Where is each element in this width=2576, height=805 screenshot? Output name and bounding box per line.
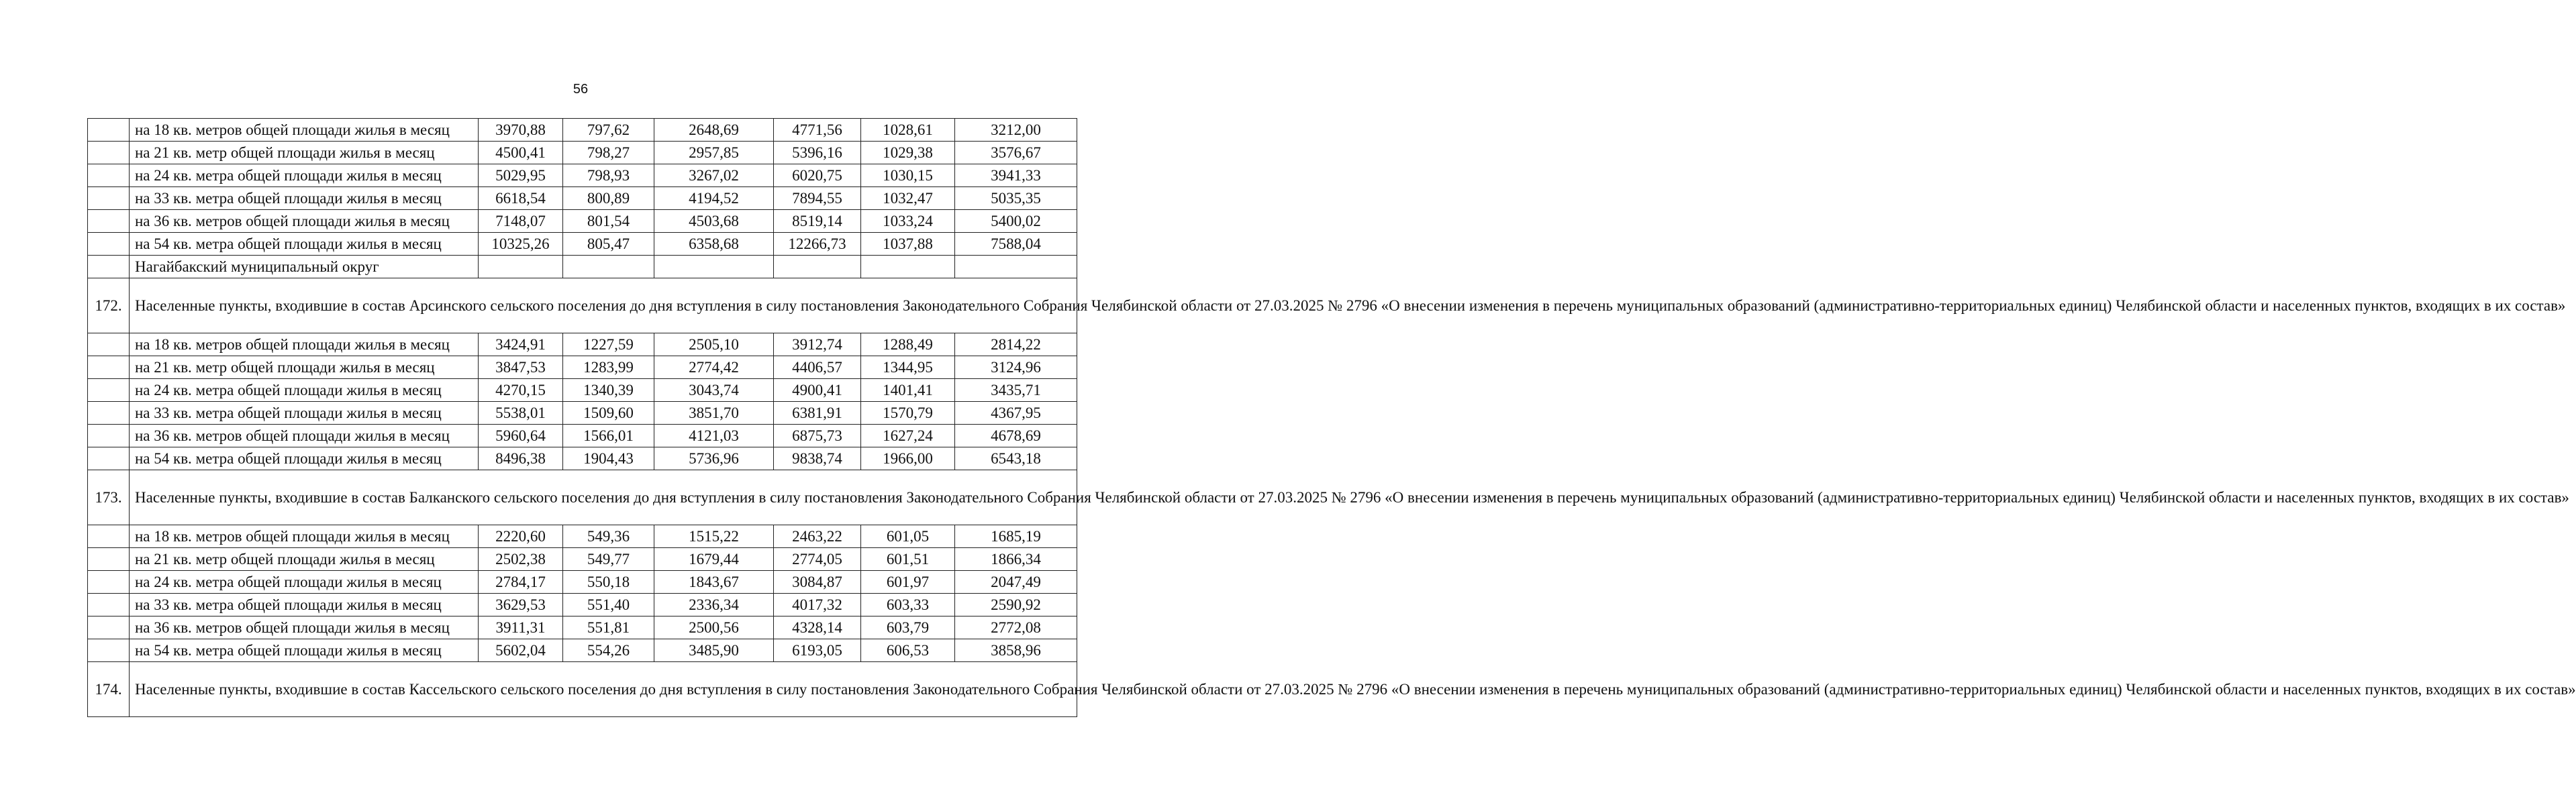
table-row (88, 402, 1077, 425)
row-label: на 36 кв. метров общей площади жилья в месяц (130, 210, 479, 233)
value-cell: 5538,01 (479, 402, 563, 425)
value-cell: 1030,15 (861, 164, 955, 187)
value-cell: 8496,38 (479, 447, 563, 470)
row-index-cell (88, 142, 130, 164)
value-cell: 10325,26 (479, 233, 563, 256)
value-cell: 3267,02 (654, 164, 774, 187)
value-cell: 1566,01 (563, 425, 654, 447)
value-cell: 7148,07 (479, 210, 563, 233)
row-index-cell (88, 616, 130, 639)
value-cell: 549,77 (563, 548, 654, 571)
row-index-cell (88, 447, 130, 470)
row-label: на 54 кв. метра общей площади жилья в месяц (130, 233, 479, 256)
row-label: на 18 кв. метров общей площади жилья в месяц (130, 333, 479, 356)
table-row (88, 639, 1077, 662)
value-cell: 3043,74 (654, 379, 774, 402)
value-cell: 5396,16 (774, 142, 861, 164)
value-cell: 3424,91 (479, 333, 563, 356)
value-cell: 551,81 (563, 616, 654, 639)
table-row (88, 525, 1077, 548)
value-cell: 3084,87 (774, 571, 861, 594)
value-cell: 1401,41 (861, 379, 955, 402)
value-cell: 4328,14 (774, 616, 861, 639)
value-cell: 2336,34 (654, 594, 774, 616)
table-row (88, 187, 1077, 210)
value-cell: 2814,22 (955, 333, 1077, 356)
section-header-row (88, 662, 1077, 717)
value-cell: 603,33 (861, 594, 955, 616)
value-cell: 2463,22 (774, 525, 861, 548)
row-label: на 21 кв. метр общей площади жилья в месяц (130, 356, 479, 379)
value-cell: 6020,75 (774, 164, 861, 187)
row-index-cell (88, 164, 130, 187)
value-cell (774, 256, 861, 278)
value-cell: 5400,02 (955, 210, 1077, 233)
value-cell: 603,79 (861, 616, 955, 639)
row-label: Нагайбакский муниципальный округ (130, 256, 479, 278)
value-cell: 6381,91 (774, 402, 861, 425)
value-cell: 2502,38 (479, 548, 563, 571)
row-index-cell (88, 548, 130, 571)
value-cell: 549,36 (563, 525, 654, 548)
value-cell: 3941,33 (955, 164, 1077, 187)
value-cell: 2648,69 (654, 119, 774, 142)
value-cell: 4121,03 (654, 425, 774, 447)
row-label: на 24 кв. метра общей площади жилья в месяц (130, 571, 479, 594)
value-cell: 798,93 (563, 164, 654, 187)
value-cell: 1032,47 (861, 187, 955, 210)
value-cell: 551,40 (563, 594, 654, 616)
row-label: на 18 кв. метров общей площади жилья в месяц (130, 525, 479, 548)
value-cell: 3970,88 (479, 119, 563, 142)
row-index-cell (88, 119, 130, 142)
table-row (88, 256, 1077, 278)
row-label: на 36 кв. метров общей площади жилья в месяц (130, 425, 479, 447)
value-cell: 4771,56 (774, 119, 861, 142)
value-cell (479, 256, 563, 278)
value-cell: 9838,74 (774, 447, 861, 470)
row-label: на 33 кв. метра общей площади жилья в месяц (130, 187, 479, 210)
value-cell: 3858,96 (955, 639, 1077, 662)
table-row (88, 356, 1077, 379)
value-cell: 1685,19 (955, 525, 1077, 548)
row-index-cell (88, 210, 130, 233)
value-cell: 1029,38 (861, 142, 955, 164)
value-cell: 1866,34 (955, 548, 1077, 571)
row-label: на 21 кв. метр общей площади жилья в месяц (130, 548, 479, 571)
section-description: Населенные пункты, входившие в состав Кассельского сельского поселения до дня вступления в силу постановления Законодательного Собрания Челябинской области от 27.03.2025 № 2796 «О внесении изменения в перечень муниципальных образований (административно-территориальных единиц) Челябинской области и населенных пунктов, входящих в их состав» (130, 662, 1077, 717)
row-index-cell (88, 356, 130, 379)
value-cell: 3576,67 (955, 142, 1077, 164)
row-index-cell (88, 425, 130, 447)
section-index: 173. (88, 470, 130, 525)
value-cell: 6618,54 (479, 187, 563, 210)
value-cell: 2784,17 (479, 571, 563, 594)
table-row (88, 233, 1077, 256)
value-cell: 5602,04 (479, 639, 563, 662)
value-cell: 2047,49 (955, 571, 1077, 594)
value-cell: 800,89 (563, 187, 654, 210)
value-cell: 5736,96 (654, 447, 774, 470)
value-cell: 1570,79 (861, 402, 955, 425)
table-row (88, 616, 1077, 639)
table-row (88, 425, 1077, 447)
row-label: на 54 кв. метра общей площади жилья в месяц (130, 447, 479, 470)
value-cell: 5029,95 (479, 164, 563, 187)
value-cell: 801,54 (563, 210, 654, 233)
value-cell: 4503,68 (654, 210, 774, 233)
section-header-row (88, 278, 1077, 333)
value-cell: 4194,52 (654, 187, 774, 210)
value-cell: 1033,24 (861, 210, 955, 233)
value-cell: 2774,42 (654, 356, 774, 379)
row-index-cell (88, 256, 130, 278)
row-index-cell (88, 379, 130, 402)
value-cell: 3911,31 (479, 616, 563, 639)
value-cell (861, 256, 955, 278)
section-index: 174. (88, 662, 130, 717)
value-cell: 3485,90 (654, 639, 774, 662)
value-cell: 601,97 (861, 571, 955, 594)
table-row (88, 142, 1077, 164)
row-label: на 21 кв. метр общей площади жилья в месяц (130, 142, 479, 164)
value-cell: 606,53 (861, 639, 955, 662)
section-header-row (88, 470, 1077, 525)
value-cell: 6358,68 (654, 233, 774, 256)
table-row (88, 119, 1077, 142)
value-cell: 1227,59 (563, 333, 654, 356)
value-cell: 6875,73 (774, 425, 861, 447)
value-cell: 1283,99 (563, 356, 654, 379)
value-cell: 5035,35 (955, 187, 1077, 210)
row-index-cell (88, 594, 130, 616)
value-cell: 6193,05 (774, 639, 861, 662)
row-index-cell (88, 233, 130, 256)
value-cell: 554,26 (563, 639, 654, 662)
value-cell: 3629,53 (479, 594, 563, 616)
value-cell: 1344,95 (861, 356, 955, 379)
value-cell: 805,47 (563, 233, 654, 256)
section-index: 172. (88, 278, 130, 333)
row-label: на 36 кв. метров общей площади жилья в месяц (130, 616, 479, 639)
table-row (88, 594, 1077, 616)
value-cell: 4900,41 (774, 379, 861, 402)
value-cell: 1340,39 (563, 379, 654, 402)
table-row (88, 447, 1077, 470)
row-label: на 24 кв. метра общей площади жилья в месяц (130, 379, 479, 402)
value-cell: 3435,71 (955, 379, 1077, 402)
value-cell: 1679,44 (654, 548, 774, 571)
row-label: на 24 кв. метра общей площади жилья в месяц (130, 164, 479, 187)
row-label: на 54 кв. метра общей площади жилья в месяц (130, 639, 479, 662)
value-cell: 4017,32 (774, 594, 861, 616)
value-cell: 1627,24 (861, 425, 955, 447)
value-cell: 1904,43 (563, 447, 654, 470)
value-cell: 601,05 (861, 525, 955, 548)
value-cell: 4270,15 (479, 379, 563, 402)
table-row (88, 379, 1077, 402)
value-cell (955, 256, 1077, 278)
value-cell: 2505,10 (654, 333, 774, 356)
value-cell: 6543,18 (955, 447, 1077, 470)
value-cell: 1509,60 (563, 402, 654, 425)
table-row (88, 571, 1077, 594)
value-cell: 1515,22 (654, 525, 774, 548)
value-cell: 2220,60 (479, 525, 563, 548)
value-cell: 7588,04 (955, 233, 1077, 256)
row-index-cell (88, 571, 130, 594)
page-number: 56 (573, 82, 589, 97)
table-row (88, 333, 1077, 356)
value-cell: 4406,57 (774, 356, 861, 379)
row-index-cell (88, 402, 130, 425)
value-cell (654, 256, 774, 278)
table-row (88, 164, 1077, 187)
value-cell: 2590,92 (955, 594, 1077, 616)
value-cell: 798,27 (563, 142, 654, 164)
row-label: на 33 кв. метра общей площади жилья в месяц (130, 402, 479, 425)
table-row (88, 548, 1077, 571)
value-cell: 1037,88 (861, 233, 955, 256)
row-index-cell (88, 187, 130, 210)
value-cell: 797,62 (563, 119, 654, 142)
value-cell: 4678,69 (955, 425, 1077, 447)
value-cell: 3912,74 (774, 333, 861, 356)
value-cell: 1288,49 (861, 333, 955, 356)
tariff-table (87, 118, 2576, 717)
value-cell: 2500,56 (654, 616, 774, 639)
value-cell: 550,18 (563, 571, 654, 594)
value-cell: 1028,61 (861, 119, 955, 142)
value-cell: 2774,05 (774, 548, 861, 571)
row-index-cell (88, 525, 130, 548)
value-cell: 4367,95 (955, 402, 1077, 425)
row-label: на 18 кв. метров общей площади жилья в месяц (130, 119, 479, 142)
row-index-cell (88, 333, 130, 356)
table-row (88, 210, 1077, 233)
value-cell: 601,51 (861, 548, 955, 571)
value-cell: 3851,70 (654, 402, 774, 425)
row-label: на 33 кв. метра общей площади жилья в месяц (130, 594, 479, 616)
value-cell: 1966,00 (861, 447, 955, 470)
value-cell: 4500,41 (479, 142, 563, 164)
value-cell: 5960,64 (479, 425, 563, 447)
value-cell: 8519,14 (774, 210, 861, 233)
value-cell (563, 256, 654, 278)
value-cell: 2772,08 (955, 616, 1077, 639)
value-cell: 1843,67 (654, 571, 774, 594)
row-index-cell (88, 639, 130, 662)
value-cell: 3212,00 (955, 119, 1077, 142)
value-cell: 2957,85 (654, 142, 774, 164)
value-cell: 7894,55 (774, 187, 861, 210)
value-cell: 3124,96 (955, 356, 1077, 379)
value-cell: 12266,73 (774, 233, 861, 256)
section-description: Населенные пункты, входившие в состав Балканского сельского поселения до дня вступления в силу постановления Законодательного Собрания Челябинской области от 27.03.2025 № 2796 «О внесении изменения в перечень муниципальных образований (административно-территориальных единиц) Челябинской области и населенных пунктов, входящих в их состав» (130, 470, 1077, 525)
section-description: Населенные пункты, входившие в состав Арсинского сельского поселения до дня вступления в силу постановления Законодательного Собрания Челябинской области от 27.03.2025 № 2796 «О внесении изменения в перечень муниципальных образований (административно-территориальных единиц) Челябинской области и населенных пунктов, входящих в их состав» (130, 278, 1077, 333)
value-cell: 3847,53 (479, 356, 563, 379)
